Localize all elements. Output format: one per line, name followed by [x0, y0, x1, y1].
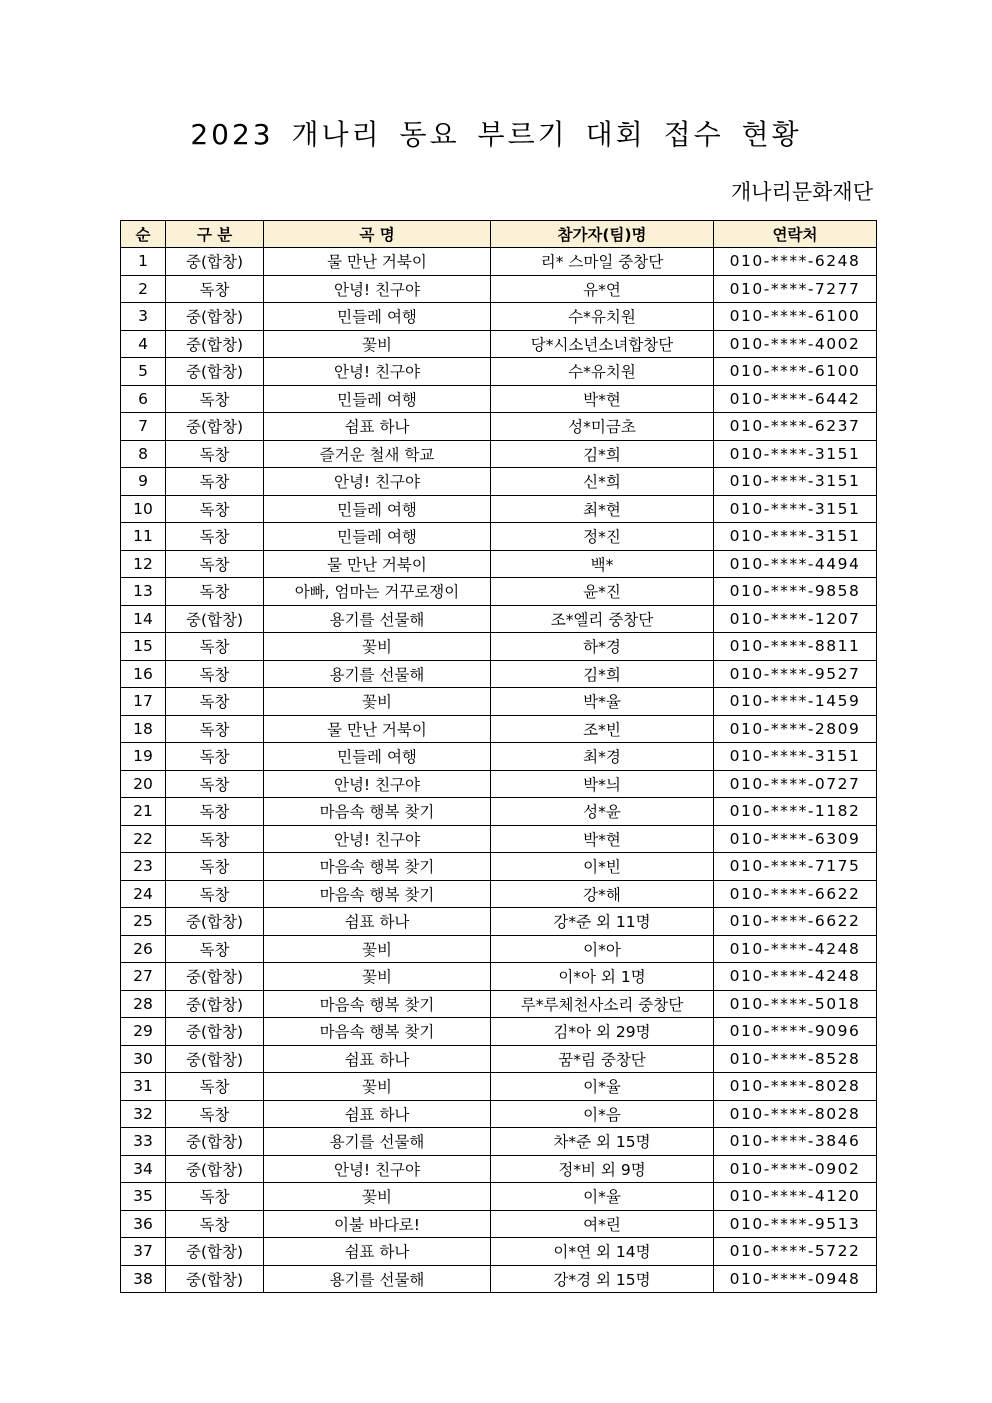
cell-contact: 010-****-5722	[714, 1238, 877, 1266]
cell-no: 14	[121, 605, 166, 633]
header-contact: 연락처	[714, 221, 877, 248]
cell-song: 용기를 선물해	[264, 660, 491, 688]
cell-song: 아빠, 엄마는 거꾸로쟁이	[264, 578, 491, 606]
cell-contact: 010-****-1459	[714, 688, 877, 716]
table-row	[121, 385, 877, 413]
table-row	[121, 330, 877, 358]
cell-participant: 강*경 외 15명	[491, 1265, 714, 1293]
cell-no: 38	[121, 1265, 166, 1293]
cell-no: 10	[121, 495, 166, 523]
cell-contact: 010-****-0727	[714, 770, 877, 798]
cell-no: 3	[121, 303, 166, 331]
cell-contact: 010-****-6622	[714, 880, 877, 908]
cell-contact: 010-****-8811	[714, 633, 877, 661]
cell-category: 중(합창)	[166, 330, 264, 358]
cell-participant: 윤*진	[491, 578, 714, 606]
cell-participant: 백*	[491, 550, 714, 578]
table-row	[121, 715, 877, 743]
table-row	[121, 770, 877, 798]
cell-category: 중(합창)	[166, 303, 264, 331]
cell-participant: 루*루체천사소리 중창단	[491, 990, 714, 1018]
cell-participant: 이*빈	[491, 853, 714, 881]
table-row	[121, 358, 877, 386]
cell-song: 이불 바다로!	[264, 1210, 491, 1238]
cell-no: 21	[121, 798, 166, 826]
cell-no: 24	[121, 880, 166, 908]
cell-contact: 010-****-6442	[714, 385, 877, 413]
cell-song: 안녕! 친구야	[264, 275, 491, 303]
cell-category: 중(합창)	[166, 1265, 264, 1293]
cell-song: 민들레 여행	[264, 523, 491, 551]
cell-song: 마음속 행복 찾기	[264, 990, 491, 1018]
cell-contact: 010-****-8028	[714, 1073, 877, 1101]
table-row	[121, 413, 877, 441]
cell-participant: 김*희	[491, 660, 714, 688]
table-row	[121, 935, 877, 963]
cell-category: 독창	[166, 1183, 264, 1211]
cell-song: 안녕! 친구야	[264, 1155, 491, 1183]
cell-no: 1	[121, 248, 166, 276]
table-row	[121, 1018, 877, 1046]
header-participant: 참가자(팀)명	[491, 221, 714, 248]
cell-no: 4	[121, 330, 166, 358]
cell-song: 쉼표 하나	[264, 1238, 491, 1266]
table-row	[121, 825, 877, 853]
table-row	[121, 1045, 877, 1073]
cell-participant: 당*시소년소녀합창단	[491, 330, 714, 358]
cell-no: 19	[121, 743, 166, 771]
cell-participant: 하*경	[491, 633, 714, 661]
cell-contact: 010-****-4248	[714, 935, 877, 963]
cell-no: 16	[121, 660, 166, 688]
cell-no: 25	[121, 908, 166, 936]
cell-song: 물 만난 거북이	[264, 550, 491, 578]
cell-song: 꽃비	[264, 1183, 491, 1211]
cell-category: 독창	[166, 1073, 264, 1101]
cell-participant: 박*현	[491, 385, 714, 413]
cell-category: 독창	[166, 578, 264, 606]
cell-contact: 010-****-4120	[714, 1183, 877, 1211]
cell-no: 36	[121, 1210, 166, 1238]
cell-participant: 이*율	[491, 1073, 714, 1101]
cell-song: 쉼표 하나	[264, 908, 491, 936]
cell-song: 마음속 행복 찾기	[264, 880, 491, 908]
cell-song: 안녕! 친구야	[264, 468, 491, 496]
cell-song: 쉼표 하나	[264, 1045, 491, 1073]
cell-contact: 010-****-6100	[714, 303, 877, 331]
cell-song: 꽃비	[264, 688, 491, 716]
cell-contact: 010-****-3151	[714, 468, 877, 496]
cell-song: 용기를 선물해	[264, 605, 491, 633]
cell-contact: 010-****-6622	[714, 908, 877, 936]
cell-no: 30	[121, 1045, 166, 1073]
cell-participant: 여*린	[491, 1210, 714, 1238]
cell-participant: 신*희	[491, 468, 714, 496]
cell-contact: 010-****-2809	[714, 715, 877, 743]
cell-no: 37	[121, 1238, 166, 1266]
cell-participant: 박*율	[491, 688, 714, 716]
table-row	[121, 1265, 877, 1293]
cell-category: 독창	[166, 688, 264, 716]
cell-category: 독창	[166, 770, 264, 798]
cell-no: 35	[121, 1183, 166, 1211]
table-row	[121, 440, 877, 468]
cell-category: 독창	[166, 440, 264, 468]
cell-contact: 010-****-9096	[714, 1018, 877, 1046]
cell-category: 중(합창)	[166, 1128, 264, 1156]
cell-song: 마음속 행복 찾기	[264, 853, 491, 881]
table-row	[121, 1073, 877, 1101]
table-row	[121, 605, 877, 633]
table-row	[121, 798, 877, 826]
cell-song: 꽃비	[264, 1073, 491, 1101]
cell-participant: 이*음	[491, 1100, 714, 1128]
table-row	[121, 275, 877, 303]
cell-participant: 유*연	[491, 275, 714, 303]
cell-song: 민들레 여행	[264, 495, 491, 523]
cell-song: 안녕! 친구야	[264, 770, 491, 798]
cell-no: 8	[121, 440, 166, 468]
cell-category: 중(합창)	[166, 963, 264, 991]
table-row	[121, 1155, 877, 1183]
cell-category: 독창	[166, 275, 264, 303]
cell-contact: 010-****-1182	[714, 798, 877, 826]
cell-category: 독창	[166, 743, 264, 771]
table-row	[121, 1210, 877, 1238]
cell-no: 5	[121, 358, 166, 386]
table-row	[121, 523, 877, 551]
cell-participant: 이*율	[491, 1183, 714, 1211]
table-row	[121, 468, 877, 496]
cell-category: 독창	[166, 550, 264, 578]
table-row	[121, 963, 877, 991]
cell-category: 중(합창)	[166, 990, 264, 1018]
cell-song: 물 만난 거북이	[264, 715, 491, 743]
cell-no: 18	[121, 715, 166, 743]
cell-song: 마음속 행복 찾기	[264, 798, 491, 826]
cell-contact: 010-****-3846	[714, 1128, 877, 1156]
cell-category: 독창	[166, 935, 264, 963]
cell-song: 쉼표 하나	[264, 1100, 491, 1128]
table-row	[121, 633, 877, 661]
cell-song: 물 만난 거북이	[264, 248, 491, 276]
cell-song: 꽃비	[264, 633, 491, 661]
cell-category: 독창	[166, 798, 264, 826]
cell-no: 7	[121, 413, 166, 441]
cell-category: 중(합창)	[166, 413, 264, 441]
cell-participant: 성*미금초	[491, 413, 714, 441]
cell-contact: 010-****-5018	[714, 990, 877, 1018]
table-row	[121, 495, 877, 523]
cell-category: 독창	[166, 385, 264, 413]
cell-participant: 성*윤	[491, 798, 714, 826]
cell-participant: 강*해	[491, 880, 714, 908]
cell-song: 민들레 여행	[264, 303, 491, 331]
cell-song: 쉼표 하나	[264, 413, 491, 441]
table-row	[121, 660, 877, 688]
cell-contact: 010-****-1207	[714, 605, 877, 633]
cell-participant: 조*빈	[491, 715, 714, 743]
cell-no: 2	[121, 275, 166, 303]
cell-participant: 이*아 외 1명	[491, 963, 714, 991]
cell-participant: 박*늬	[491, 770, 714, 798]
cell-participant: 조*엘리 중창단	[491, 605, 714, 633]
table-row	[121, 1238, 877, 1266]
table-row	[121, 990, 877, 1018]
table-row	[121, 248, 877, 276]
cell-contact: 010-****-6248	[714, 248, 877, 276]
cell-category: 독창	[166, 468, 264, 496]
cell-no: 28	[121, 990, 166, 1018]
table-row	[121, 743, 877, 771]
cell-category: 독창	[166, 825, 264, 853]
cell-no: 6	[121, 385, 166, 413]
cell-no: 33	[121, 1128, 166, 1156]
cell-no: 26	[121, 935, 166, 963]
cell-contact: 010-****-9527	[714, 660, 877, 688]
cell-participant: 박*현	[491, 825, 714, 853]
cell-participant: 최*현	[491, 495, 714, 523]
cell-no: 17	[121, 688, 166, 716]
cell-song: 꽃비	[264, 935, 491, 963]
table-row	[121, 1100, 877, 1128]
cell-participant: 강*준 외 11명	[491, 908, 714, 936]
table-row	[121, 303, 877, 331]
cell-category: 독창	[166, 1210, 264, 1238]
registration-table	[120, 220, 877, 1293]
cell-category: 독창	[166, 715, 264, 743]
cell-no: 11	[121, 523, 166, 551]
cell-category: 중(합창)	[166, 1155, 264, 1183]
cell-contact: 010-****-4002	[714, 330, 877, 358]
cell-no: 32	[121, 1100, 166, 1128]
cell-no: 34	[121, 1155, 166, 1183]
cell-participant: 정*진	[491, 523, 714, 551]
cell-category: 독창	[166, 853, 264, 881]
cell-no: 27	[121, 963, 166, 991]
cell-participant: 수*유치원	[491, 303, 714, 331]
cell-participant: 정*비 외 9명	[491, 1155, 714, 1183]
cell-category: 독창	[166, 633, 264, 661]
cell-no: 13	[121, 578, 166, 606]
cell-participant: 김*아 외 29명	[491, 1018, 714, 1046]
cell-participant: 차*준 외 15명	[491, 1128, 714, 1156]
cell-participant: 리* 스마일 중창단	[491, 248, 714, 276]
cell-category: 독창	[166, 523, 264, 551]
cell-contact: 010-****-3151	[714, 523, 877, 551]
cell-contact: 010-****-3151	[714, 440, 877, 468]
cell-category: 독창	[166, 1100, 264, 1128]
cell-no: 15	[121, 633, 166, 661]
cell-participant: 이*아	[491, 935, 714, 963]
cell-contact: 010-****-0948	[714, 1265, 877, 1293]
cell-contact: 010-****-0902	[714, 1155, 877, 1183]
cell-song: 즐거운 철새 학교	[264, 440, 491, 468]
cell-song: 용기를 선물해	[264, 1265, 491, 1293]
cell-category: 중(합창)	[166, 908, 264, 936]
cell-contact: 010-****-7175	[714, 853, 877, 881]
cell-contact: 010-****-6237	[714, 413, 877, 441]
cell-song: 민들레 여행	[264, 385, 491, 413]
cell-contact: 010-****-3151	[714, 743, 877, 771]
cell-category: 중(합창)	[166, 248, 264, 276]
cell-song: 민들레 여행	[264, 743, 491, 771]
cell-contact: 010-****-6100	[714, 358, 877, 386]
cell-participant: 최*경	[491, 743, 714, 771]
cell-category: 중(합창)	[166, 1018, 264, 1046]
table-row	[121, 578, 877, 606]
table-row	[121, 550, 877, 578]
table-row	[121, 1128, 877, 1156]
header-category: 구 분	[166, 221, 264, 248]
cell-contact: 010-****-8028	[714, 1100, 877, 1128]
cell-song: 안녕! 친구야	[264, 358, 491, 386]
table-row	[121, 1183, 877, 1211]
cell-category: 중(합창)	[166, 605, 264, 633]
cell-contact: 010-****-6309	[714, 825, 877, 853]
cell-song: 꽃비	[264, 330, 491, 358]
cell-no: 20	[121, 770, 166, 798]
cell-category: 중(합창)	[166, 358, 264, 386]
cell-participant: 이*연 외 14명	[491, 1238, 714, 1266]
cell-song: 꽃비	[264, 963, 491, 991]
header-no: 순	[121, 221, 166, 248]
cell-no: 12	[121, 550, 166, 578]
cell-participant: 수*유치원	[491, 358, 714, 386]
cell-no: 23	[121, 853, 166, 881]
table-row	[121, 880, 877, 908]
cell-participant: 꿈*림 중창단	[491, 1045, 714, 1073]
cell-no: 9	[121, 468, 166, 496]
cell-song: 마음속 행복 찾기	[264, 1018, 491, 1046]
organization-name: 개나리문화재단	[730, 180, 873, 204]
cell-category: 중(합창)	[166, 1045, 264, 1073]
cell-no: 22	[121, 825, 166, 853]
cell-song: 용기를 선물해	[264, 1128, 491, 1156]
cell-contact: 010-****-3151	[714, 495, 877, 523]
page-title: 2023 개나리 동요 부르기 대회 접수 현황	[190, 118, 802, 151]
table-row	[121, 853, 877, 881]
table-row	[121, 908, 877, 936]
cell-no: 29	[121, 1018, 166, 1046]
cell-contact: 010-****-9513	[714, 1210, 877, 1238]
table-header-row	[121, 221, 877, 248]
cell-contact: 010-****-8528	[714, 1045, 877, 1073]
cell-contact: 010-****-7277	[714, 275, 877, 303]
cell-category: 독창	[166, 495, 264, 523]
cell-no: 31	[121, 1073, 166, 1101]
cell-category: 중(합창)	[166, 1238, 264, 1266]
cell-contact: 010-****-9858	[714, 578, 877, 606]
cell-participant: 김*희	[491, 440, 714, 468]
table-row	[121, 688, 877, 716]
cell-song: 안녕! 친구야	[264, 825, 491, 853]
header-song: 곡 명	[264, 221, 491, 248]
cell-contact: 010-****-4248	[714, 963, 877, 991]
cell-contact: 010-****-4494	[714, 550, 877, 578]
cell-category: 독창	[166, 880, 264, 908]
cell-category: 독창	[166, 660, 264, 688]
